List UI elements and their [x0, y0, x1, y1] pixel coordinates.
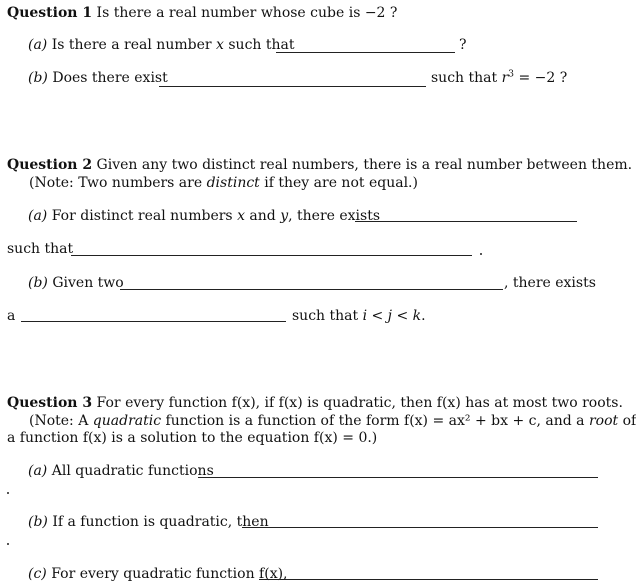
question-2c-expr: i < j < k [362, 308, 422, 324]
question-2c-tail-pre: such that [292, 308, 359, 324]
question-3c-label: (c) [28, 566, 47, 582]
question-1b-suffix-post: = −2 ? [518, 70, 568, 86]
question-3a-line [28, 463, 214, 480]
answer-blank-3b-1[interactable] [242, 527, 598, 528]
question-3b-line [28, 514, 269, 531]
question-3a-label: (a) [28, 463, 48, 479]
question-3-line [7, 395, 623, 412]
question-2-note-em: distinct [206, 175, 260, 191]
answer-blank-2a-2[interactable] [71, 255, 472, 256]
question-2a-var-x: x [237, 208, 245, 224]
question-1-line [7, 5, 397, 22]
question-1a-tail: such that [228, 37, 295, 53]
question-2b-tail: , there exists [504, 275, 596, 291]
question-3-note-1-end: of [622, 413, 636, 429]
answer-blank-3a-1[interactable] [198, 477, 598, 478]
question-2-note-pre: (Note: Two numbers are [29, 175, 203, 191]
question-2c-end: . [421, 308, 426, 324]
question-3-note-1-pre: (Note: A [29, 413, 89, 429]
question-1b-line [28, 70, 168, 87]
question-1b-exp: 3 [508, 69, 515, 80]
question-1b-suffix [431, 70, 567, 87]
question-1a-label: (a) [28, 37, 48, 53]
answer-blank-3c-1[interactable] [259, 579, 598, 580]
question-3-heading: Question 3 [7, 395, 93, 411]
question-2-line [7, 157, 632, 174]
question-2b-text: Given two [52, 275, 124, 291]
question-2b-line [28, 275, 124, 292]
question-1b-text: Does there exist [52, 70, 168, 86]
question-3-note-1 [29, 413, 636, 430]
question-2-note-post: if they are not equal.) [264, 175, 418, 191]
question-3-note-1-post: function is a function of the form f(x) = ax² + bx + c, and a [165, 413, 585, 429]
answer-blank-2c[interactable] [21, 321, 286, 322]
question-1b-label: (b) [28, 70, 48, 86]
question-2c-start: a [7, 308, 16, 324]
question-2b-label: (b) [28, 275, 48, 291]
question-3c-line [28, 566, 288, 583]
question-2a-label: (a) [28, 208, 48, 224]
question-1-prompt: Is there a real number whose cube is −2 ? [96, 5, 398, 21]
question-1a-end: ? [459, 37, 467, 53]
question-2-note [29, 175, 418, 192]
continuation-mark-3a [7, 492, 9, 494]
period-mark [480, 253, 482, 255]
question-1a-line [28, 37, 295, 54]
question-3-note-2: a function f(x) is a solution to the equation f(x) = 0.) [7, 430, 378, 446]
question-2-heading: Question 2 [7, 157, 93, 173]
question-1-heading: Question 1 [7, 5, 93, 21]
question-2a-such-that: such that [7, 241, 74, 257]
question-2a-text-1: For distinct real numbers [51, 208, 233, 224]
question-1b-var: r [501, 70, 509, 86]
question-3-note-1-em: quadratic [92, 413, 162, 429]
question-2a-text-3: , there exists [288, 208, 381, 224]
question-2a-line [28, 208, 380, 225]
question-1b-suffix-pre: such that [431, 70, 498, 86]
question-3a-text: All quadratic functions [51, 463, 214, 479]
question-2a-var-y: y [280, 208, 289, 224]
question-3-note-1-em2: root [588, 413, 619, 429]
answer-blank-2a-1[interactable] [355, 221, 577, 222]
question-2c-tail [292, 308, 426, 325]
question-2-prompt: Given any two distinct real numbers, there is a real number between them. [96, 157, 633, 173]
question-3c-text: For every quadratic function f(x), [51, 566, 288, 582]
answer-blank-1b[interactable] [159, 86, 426, 87]
question-3b-text: If a function is quadratic, then [52, 514, 269, 530]
question-2a-text-2: and [249, 208, 276, 224]
continuation-mark-3b [7, 543, 9, 545]
question-1a-var: x [216, 37, 224, 53]
question-3b-label: (b) [28, 514, 48, 530]
question-3-prompt: For every function f(x), if f(x) is quadratic, then f(x) has at most two roots. [96, 395, 623, 411]
answer-blank-2b[interactable] [120, 289, 503, 290]
question-1a-text: Is there a real number [51, 37, 212, 53]
answer-blank-1a[interactable] [276, 52, 455, 53]
